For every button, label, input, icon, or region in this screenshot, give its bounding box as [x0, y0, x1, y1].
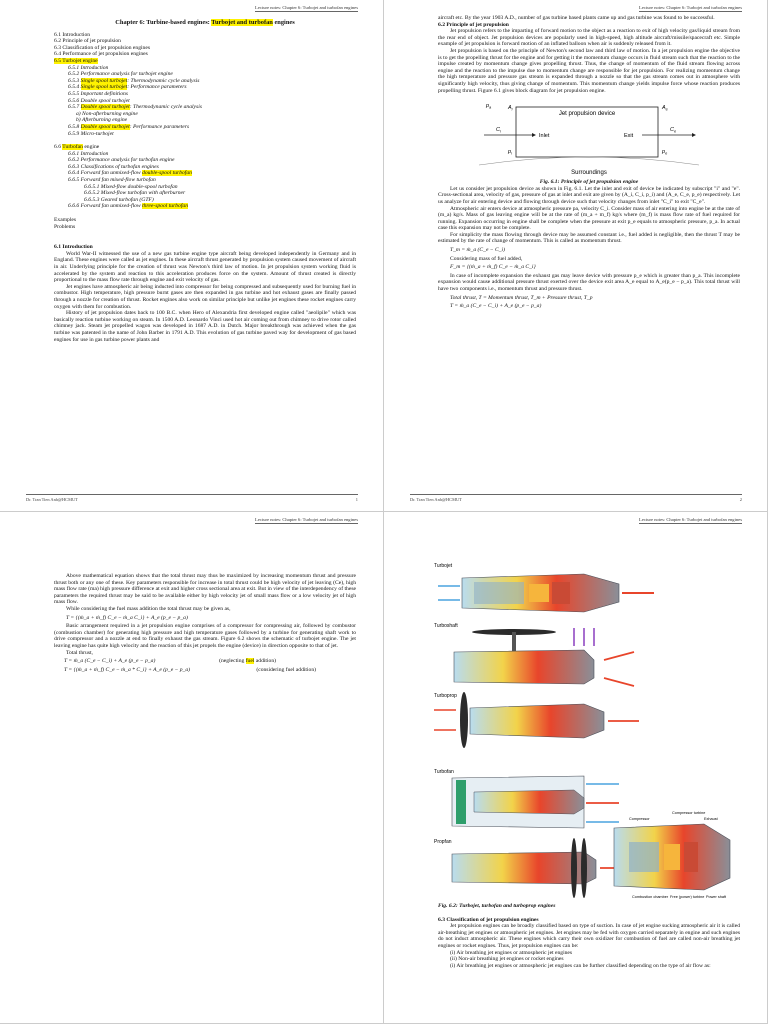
paragraph: World War-II witnessed the use of a new gas turbine engine type aircraft being developed independently in Germany and in England. These engines were called as jet engines. In these aircraft thrust generated by propulsion system caused movement of aircraft in air. Underlying principle for the creation of thrust was Newton's third law of motion. In jet propulsion system working fluid is accelerated by the system and reaction to this acceleration produces force on the system. Amount of thrust created is directly proportional to the mass flow rate through engine and exit velocity of gas. — [54, 250, 356, 284]
turboprop-label: Turboprop — [434, 693, 457, 699]
page-footer — [26, 494, 358, 502]
inlet-label: Inlet — [539, 133, 550, 140]
note-text: addition) — [254, 658, 276, 665]
propfan-blade — [581, 838, 587, 898]
page-2-body — [438, 15, 740, 312]
toc-item: 6.1 Introduction — [54, 31, 91, 38]
page-number: 2 — [739, 497, 742, 502]
toc-subitem: 6.5.2 Performance analysis for turbojet engine — [68, 71, 173, 78]
ai-symbol: A — [508, 105, 512, 112]
note-text: (neglecting — [219, 658, 246, 665]
paragraph: In case of incomplete expansion the exhaust gas may leave device with pressure p_e which is greater than p_a. This incomplete expansion would cause additional pressure thrust exerted over the device exit area A_e equal to A_e(p_e − p_a). This total thrust will have two components i.e., momentum thrust and pressure thrust. — [438, 272, 740, 293]
page-1-body — [54, 20, 356, 343]
toc-subitem: 6.6.5.2 Mixed-flow turbofan with afterburner — [84, 190, 186, 197]
toc-item-highlight: Single spool turbojet — [80, 84, 128, 91]
device-label: Jet propulsion device — [558, 111, 616, 118]
toc-item-highlight: Double spool turbojet — [80, 104, 130, 111]
toc-item-highlight: three-spool turbofan — [142, 203, 189, 210]
turboprop-illustration — [434, 692, 639, 748]
section-heading: 6.1 Introduction — [54, 244, 93, 251]
page-number: 1 — [355, 497, 358, 502]
toc-text: : Thermodynamic cycle analysis — [129, 104, 202, 111]
note-highlight: fuel — [245, 658, 255, 665]
surroundings-boundary — [479, 157, 699, 165]
page-2 — [384, 0, 768, 512]
toc-subitem: 6.6.2 Performance analysis for turbofan engine — [68, 157, 175, 164]
toc-item-highlight: Double spool turbojet — [80, 123, 130, 130]
toc-item: Examples — [54, 217, 77, 224]
turbofan-illustration — [434, 769, 619, 828]
toc-text: : Thermodynamic cycle analysis — [127, 77, 200, 84]
toc-item — [54, 144, 356, 151]
toc-item-highlight: Turbofan — [62, 144, 83, 151]
ci-symbol: C — [496, 127, 500, 134]
paragraph: Basic arrangement required in a jet propulsion engine comprises of a compressor for compressing air, followed by combustor (combustion chamber) for generating high pressure and high temperature gases followed by a turbine for generating shaft work to drive compressor and a nozzle at end to finally exhaust the gas stream. Figure 6.2 shows the schematic of turbojet engine. The jet leaving engine has quite high velocity and the reaction of this jet propels the engine (device) in direction opposite to that of jet. — [54, 623, 356, 649]
propfan-blade — [571, 838, 577, 898]
running-head: Lecture notes: Chapter 6: Turbojet and turbofan engines — [639, 517, 742, 522]
equation-row — [54, 667, 356, 674]
chapter-title-highlight: Turbojet and turbofan — [211, 19, 273, 26]
equation: T = {(ṁ_a + ṁ_f) C_e − ṁ_a C_i} + A_e (p_e − p_a) — [66, 614, 188, 621]
toc-subitem: 6.6.3 Classifications of turbofan engines — [68, 163, 159, 170]
pa-subscript: a — [489, 105, 492, 110]
running-head: Lecture notes: Chapter 6: Turbojet and turbofan engines — [255, 5, 358, 10]
toc-subitem — [54, 84, 356, 91]
toc-subitem: b) Afterburning engine — [76, 117, 128, 124]
equation-note — [219, 658, 356, 665]
toc-item: 6.3 Classification of jet propulsion engines — [54, 44, 151, 51]
section-heading: 6.2 Principle of jet propulsion — [438, 21, 509, 28]
turbofan-fan — [456, 780, 466, 824]
toc-text: 6.6.4 Forward fan unmixed-flow — [68, 170, 143, 177]
cutaway-turbine — [684, 842, 698, 872]
toc-subitem — [54, 124, 356, 131]
figure-jet-propulsion-diagram — [474, 99, 704, 177]
equation: T = ṁ_a (C_e − C_i) + A_e (p_e − p_a) — [64, 658, 156, 665]
running-head: Lecture notes: Chapter 6: Turbojet and turbofan engines — [639, 5, 742, 10]
exhaust-arrow — [604, 678, 634, 686]
page-3-body — [54, 573, 356, 675]
propfan-label: Propfan — [434, 839, 452, 845]
section-heading: 6.3 Classification of jet propulsion engines — [438, 916, 539, 923]
toc-item: 6.4 Performance of jet propulsion engines — [54, 51, 148, 58]
jet-propulsion-block-diagram — [474, 99, 704, 177]
figure-caption: Fig. 6.1: Principle of jet propulsion engine — [539, 179, 639, 186]
ai-subscript: i — [511, 107, 513, 112]
paragraph: Jet propulsion refers to the imparting of forward motion to the object as a reaction to exit of high velocity gas/liquid stream from the rear end of object. Jet propulsion devices are popularly used in high-speed, high altitude aircraft/missile/spacecraft etc. Simple example of jet propulsion is forward motion of an inflated balloon when air is suddenly released from it. — [438, 28, 740, 48]
paragraph: Considering mass of fuel added, — [450, 255, 523, 262]
power-shaft-label: Power shaft — [706, 895, 727, 899]
turboshaft-illustration — [434, 623, 634, 686]
toc-subitem: 6.6.5.1 Mixed-flow double-spool turbofan — [84, 183, 178, 190]
paragraph: Jet engines have atmospheric air being inducted into compressor for being compressed and subsequently used for burning fuel in combustor. High temperature, high pressure burnt gases are then expanded in gas turbine and hot exhaust gases are finally passed through a nozzle for creation of thrust. Rocket engines also work on similar principle but unlike jet engines these rocket engines carry oxygen with them for combustion. — [54, 283, 356, 310]
toc-subitem — [54, 203, 356, 210]
turbofan-label: Turbofan — [434, 769, 454, 775]
ce-subscript: e — [673, 129, 677, 134]
pe-subscript: e — [665, 151, 668, 156]
list-item: (i) Air breathing jet engines or atmospheric jet engines — [450, 949, 573, 956]
free-power-turbine-label: Free (power) turbine — [670, 895, 705, 899]
turbojet-label: Turbojet — [434, 563, 453, 569]
paragraph: Jet propulsion engines can be broadly classified based on type of suction. In case of jet engine sucking atmospheric air it is called air-breathing jet engines or atmospheric jet engines. Jet engines may be fed with oxygen carried separately in engine and such engines do not induct atmospheric air. These engines which carry their own oxidizer for combustion of fuel are called non-air breathing jet engines or rocket engines. Thus, jet propulsion engines can be: — [438, 923, 740, 949]
combustion-chamber-label: Combustion chamber — [632, 895, 669, 899]
paragraph: Jet propulsion is based on the principle of Newton's second law and third law of motion. In a jet propulsion engine the objective is to get the propelling thrust for the engine and for getting it the momentum change occurs in fluid stream such that the reaction to the impulse created by momentum change gives propelling thrust. Thus, the change of momentum of the fluid stream flowing across engine and the reaction to the impulse due to momentum change are responsible for jet propulsion. For realizing momentum change the high temperature and pressure gas stream is expanded through a nozzle so that the gas stream comes out in atmosphere with significantly high velocity, thus giving change of momentum. This momentum change yields impulse force whose reaction produces propelling thrust. Figure 6.1 gives block diagram for jet propulsion engine. — [438, 47, 740, 94]
svg-text:Ai — [507, 105, 513, 112]
toc-text: 6.5.8 — [68, 123, 81, 130]
list-item: (ii) Non-air breathing jet engines or rocket engines — [450, 956, 564, 963]
page-4-body — [438, 903, 740, 969]
toc-subitem: a) Non-afterburning engine — [76, 110, 138, 117]
turbofan-core — [474, 790, 584, 814]
toc-item-highlight: Single spool turbojet — [80, 77, 128, 84]
paragraph: Total thrust, — [66, 649, 93, 656]
paragraph: Atmospheric air enters device at atmospheric pressure pa, velocity C_i. Consider mass of air entering into engine be at the rate of (m_a) kg/s. Mass of gas leaving engine will be at the rate of (m_a + m_f) kg/s where (m_f) is mass flow rate of fuel required for running. Expansion occurring in engine shall be complete when the pressure at exit p_e equals to atmospheric pressure, p_a. In actual case this expansion may not be complete. — [438, 205, 740, 232]
cutaway-compressor — [629, 842, 659, 872]
toc-subitem: 6.6.5.3 Geared turbofan (GTF) — [84, 196, 154, 203]
exhaust-arrow — [604, 652, 634, 660]
equation: Total thrust, T = Momentum thrust, T_m + Pressure thrust, T_p — [450, 294, 593, 301]
chapter-title — [54, 20, 356, 27]
cutaway-combustor — [664, 844, 680, 870]
page-1 — [0, 0, 384, 512]
paragraph: aircraft etc. By the year 1903 A.D., number of gas turbine based plants came up and gas turbine was found to be successful. — [438, 15, 715, 21]
compressor-turbine-label: Compressor turbine — [672, 811, 706, 815]
svg-text:pa — [485, 103, 491, 110]
toc-subitem: 6.5.1 Introduction — [68, 64, 109, 71]
toc-subitem: 6.5.6 Double spool turbojet — [68, 97, 130, 104]
toc-text: 6.5.4 — [68, 84, 81, 91]
propeller-blade — [460, 692, 468, 748]
classification-list — [438, 950, 740, 963]
equation: T_m = ṁ_a (C_e − C_i) — [450, 247, 505, 254]
compressor-label: Compressor — [629, 817, 650, 821]
exit-label: Exit — [624, 133, 634, 140]
ae-symbol: A — [662, 105, 666, 112]
toc-subitem — [54, 104, 356, 111]
surroundings-label: Surroundings — [571, 170, 607, 177]
turbojet-combustor — [529, 584, 549, 602]
toc-item: Problems — [54, 223, 76, 230]
ce-symbol: C — [670, 127, 674, 134]
paragraph: Above mathematical equation shows that the total thrust may thus be maximized by increasing momentum thrust and pressure thrust both or any one of these. Key parameters responsible for increase in total thrust could be high velocity of jet leaving (Ce), high mass flow rate (ma) high pressure difference at exit and higher cross sectional area at exit. But in view of the interdependency of these parameters the required thrust may be said to be available either by high velocity jet of small mass flow or a low velocity jet of high mass flow. — [54, 573, 356, 606]
pa-symbol: p — [486, 103, 490, 110]
turboprop-body — [470, 704, 604, 738]
turboshaft-label: Turboshaft — [434, 623, 458, 629]
toc-item-highlight: double-spool turbofan — [142, 170, 192, 177]
svg-text:pe — [661, 149, 667, 156]
paragraph: (i) Air breathing jet engines or atmospheric jet engines can be further classified depending on the type of air flow as: — [450, 962, 711, 969]
toc-text: : Performance parameters — [129, 123, 190, 130]
cutaway-turboshaft-illustration — [614, 811, 730, 899]
figure-engine-types — [434, 560, 734, 900]
toc-text: engine — [82, 144, 100, 151]
toc-text: 6.6 — [54, 144, 63, 151]
pi-symbol: p — [508, 149, 512, 156]
running-head: Lecture notes: Chapter 6: Turbojet and turbofan engines — [255, 517, 358, 522]
table-of-contents — [54, 32, 356, 231]
toc-subitem: 6.5.9 Micro-turbojet — [68, 130, 114, 137]
toc-subitem: 6.6.5 Forward fan mixed-flow turbofan — [68, 177, 156, 184]
paragraph: Let us consider jet propulsion device as shown in Fig. 6.1. Let the inlet and exit of device be indicated by subscript "i" and "e". Cross-sectional area, velocity of gas, pressure of gas at inlet and exit are given by (A_i, C_i, p_i) and (A_e, C_e, p_e) respectively. Let us analyze for air entering device and flowing through device such that velocity changes from inlet "C_i" to exit "C_e". — [438, 185, 740, 205]
svg-text:Ci — [496, 127, 501, 134]
exit-arrowhead — [692, 133, 696, 137]
exhaust-label: Exhaust — [704, 817, 718, 821]
svg-text:Ae — [661, 105, 668, 112]
ae-subscript: e — [665, 107, 668, 112]
toc-subitem: 6.6.1 Introduction — [68, 150, 109, 157]
toc-item: 6.2 Principle of jet propulsion — [54, 38, 121, 45]
toc-item — [54, 58, 356, 65]
ci-subscript: i — [499, 129, 501, 134]
chapter-title-pre: Chapter 6: Turbine-based engines: — [115, 19, 212, 26]
turbojet-turbine — [552, 582, 570, 604]
toc-text: 6.6.6 Forward fan unmixed-flow — [68, 203, 143, 210]
pi-subscript: i — [511, 151, 512, 156]
equation: T = {(ṁ_a + ṁ_f) C_e − ṁ_a * C_i} + A_e (p_e − p_a) — [64, 666, 190, 673]
page-3 — [0, 512, 384, 1024]
propfan-illustration — [434, 838, 632, 898]
equation-note: (considering fuel addition) — [256, 666, 316, 673]
page-4 — [384, 512, 768, 1024]
footer-author: Dr. Tran Tien Anh@HCMUT — [26, 497, 78, 502]
paragraph: History of jet propulsion dates back to 100 B.C. when Hero of Alexandria first developed engine called "aeolipile" which was basically reaction turbine working on steam. In 1500 A.D. Leonardo Vinci used hot air coming out from chimney to drive rotor called chimney jack. Steam jet propelled wagon was developed in 1687 A.D. in Dutch. Major breakthrough was achieved when the gas turbine was patented in the name of John Barber in 1791 A.D. This evolution of gas turbine paved way for development of gas based engines for use in gas turbine power plants and — [54, 310, 356, 343]
chapter-title-post: engines — [272, 19, 295, 26]
turboshaft-body — [454, 650, 594, 684]
svg-text:Ce — [670, 127, 676, 134]
paragraph: For simplicity the mass flowing through device may be assumed constant i.e., fuel added is negligible, then the thrust T may be estimated by the rate of change of momentum. This is called as momentum thrust. — [438, 231, 740, 245]
paragraph: While considering the fuel mass addition the total thrust may be given as, — [66, 605, 231, 612]
equation: F_m = {(ṁ_a + ṁ_f) C_e − ṁ_a C_i} — [450, 264, 536, 271]
toc-text: 6.5.7 — [68, 104, 81, 111]
footer-author: Dr. Tran Tien Anh@HCMUT — [410, 497, 462, 502]
svg-text:pi — [507, 149, 512, 156]
turbojet-compressor — [474, 582, 524, 604]
equation: T = ṁ_a (C_e − C_i) + A_e (p_e − p_a) — [450, 303, 542, 310]
toc-text: : Performance parameters — [127, 84, 187, 91]
toc-text: 6.5.3 — [68, 77, 81, 84]
toc-subitem: 6.5.5 Important definitions — [68, 90, 128, 97]
toc-item-highlight: 6.5 Turbojet engine — [54, 57, 98, 64]
turbojet-illustration — [434, 563, 654, 612]
pe-symbol: p — [662, 149, 666, 156]
page-footer — [410, 494, 742, 502]
equation-row — [54, 658, 356, 665]
inlet-arrowhead — [532, 133, 536, 137]
figure-caption: Fig. 6.2: Turbojet, turbofan and turboprop engines — [438, 903, 556, 909]
rotor-mast — [512, 632, 516, 652]
